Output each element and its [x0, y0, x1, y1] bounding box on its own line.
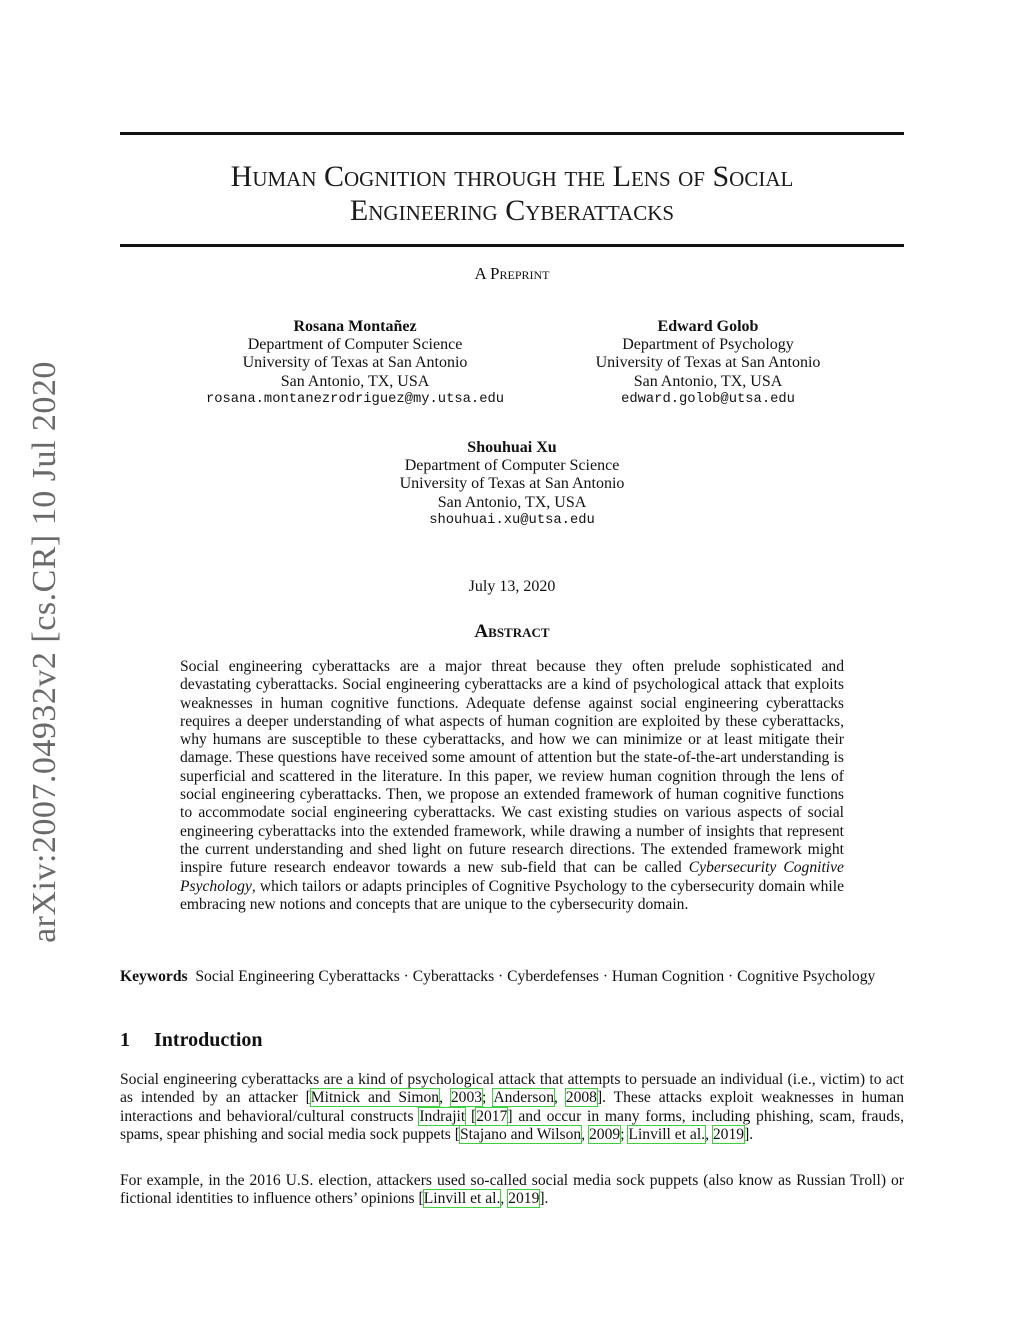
- title-rule-top: [120, 132, 904, 135]
- citation-separator: ,: [439, 1089, 451, 1107]
- citation-link[interactable]: Linvill et al.: [628, 1125, 706, 1143]
- section-number: 1: [120, 1029, 130, 1051]
- paper-title: [120, 160, 904, 228]
- author-block: [165, 318, 545, 409]
- arxiv-stamp-text: arXiv:2007.04932v2 [cs.CR] 10 Jul 2020: [26, 361, 64, 943]
- citation-link[interactable]: Stajano and Wilson: [459, 1125, 582, 1143]
- title-line-2: Engineering Cyberattacks: [349, 194, 675, 227]
- arxiv-stamp: [27, 362, 63, 942]
- author-city: San Antonio, TX, USA: [633, 372, 783, 390]
- citation-link[interactable]: Linvill et al.: [423, 1190, 501, 1208]
- paragraph-text: Social engineering cyberattacks are a kind of psychological attack that attempts to persuade an individual (i.e., victim) to act as intended by an attacker [: [120, 1071, 904, 1107]
- intro-paragraph-2: [120, 1172, 904, 1209]
- paragraph-text: ].: [539, 1190, 549, 1208]
- paragraph-text: For example, in the 2016 U.S. election, attackers used so-called social media sock puppets (also know as Russian Troll) or fictional identities to influence others’ opinions [: [120, 1172, 904, 1208]
- author-university: University of Texas at San Antonio: [595, 354, 821, 372]
- citation-link[interactable]: 2019: [508, 1190, 540, 1208]
- section-heading: [120, 1029, 263, 1052]
- author-block: [362, 439, 662, 530]
- paragraph-text: ].: [744, 1125, 754, 1143]
- citation-link[interactable]: Mitnick and Simon: [310, 1089, 440, 1107]
- abstract-text: Social engineering cyberattacks are a major threat because they often prelude sophisticated and devastating cyberattacks. Social engineering cyberattacks are a kind of psychological attack that exploits weaknesses in human cognitive functions. Adequate defense against social engineering cyberattacks requires a deeper understanding of what aspects of human cognition are exploited by these cyberattacks, why humans are susceptible to these cyberattacks, and how we can minimize or at least mitigate their damage. These questions have received some amount of attention but the state-of-the-art understanding is superficial and scattered in the literature. In this paper, we review human cognition through the lens of social engineering cyberattacks. Then, we propose an extended framework of human cognitive functions to accommodate social engineering cyberattacks. We cast existing studies on various aspects of social engineering cyberattacks into the extended framework, while drawing a number of insights that represent the current understanding and shed light on future research directions. The extended framework might inspire future research endeavor towards a new sub-field that can be called: [180, 658, 844, 877]
- citation-separator: ,: [705, 1125, 713, 1143]
- author-university: University of Texas at San Antonio: [242, 354, 468, 372]
- citation-separator: ,: [581, 1125, 589, 1143]
- keywords: [120, 968, 904, 986]
- citation-link[interactable]: 2019: [712, 1125, 745, 1143]
- abstract-heading: Abstract: [474, 621, 550, 642]
- citation-link[interactable]: Anderson: [493, 1089, 555, 1107]
- abstract-emphasis: Cybersecurity Cognitive Psychology: [180, 859, 844, 895]
- title-line-1: Human Cognition through the Lens of Social: [230, 160, 794, 193]
- author-email[interactable]: rosana.montanezrodriguez@my.utsa.edu: [205, 391, 505, 407]
- citation-link[interactable]: Indrajit: [419, 1107, 466, 1125]
- paragraph-text: ] and occur in many forms, including phishing, scam, frauds, spams, spear phishing and social media sock puppets [: [120, 1107, 904, 1143]
- citation-separator: ;: [620, 1125, 629, 1143]
- citation-separator: ,: [554, 1089, 566, 1107]
- title-rule-bottom: [120, 244, 904, 247]
- citation-link[interactable]: 2009: [589, 1125, 621, 1143]
- author-city: San Antonio, TX, USA: [280, 372, 430, 390]
- citation-separator: [: [465, 1107, 477, 1125]
- author-department: Department of Computer Science: [247, 336, 463, 354]
- author-email[interactable]: shouhuai.xu@utsa.edu: [429, 512, 595, 528]
- citation-link[interactable]: 2017: [476, 1107, 508, 1125]
- citation-separator: ,: [500, 1190, 509, 1208]
- paper-date: July 13, 2020: [468, 578, 556, 595]
- paragraph-text: ]. These attacks exploit weaknesses in human interactions and behavioral/cultural constructs: [120, 1089, 905, 1125]
- keywords-label: Keywords: [120, 968, 188, 985]
- citation-separator: ;: [482, 1089, 494, 1107]
- author-block: [560, 318, 856, 409]
- intro-paragraph-1: [120, 1071, 904, 1144]
- citation-link[interactable]: 2003: [450, 1089, 483, 1107]
- author-name: Shouhuai Xu: [467, 439, 557, 456]
- abstract-body: [180, 658, 844, 914]
- author-name: Rosana Montañez: [293, 318, 417, 335]
- author-email[interactable]: edward.golob@utsa.edu: [621, 391, 795, 407]
- preprint-label: A Preprint: [474, 264, 550, 283]
- author-university: University of Texas at San Antonio: [399, 475, 625, 493]
- citation-link[interactable]: 2008: [565, 1089, 597, 1107]
- section-title: Introduction: [154, 1029, 263, 1051]
- author-department: Department of Psychology: [622, 336, 794, 354]
- author-name: Edward Golob: [657, 318, 759, 335]
- keywords-list: Social Engineering Cyberattacks · Cyberattacks · Cyberdefenses · Human Cognition · Cognitive Psychology: [195, 968, 876, 985]
- author-department: Department of Computer Science: [404, 457, 620, 475]
- author-city: San Antonio, TX, USA: [437, 493, 587, 511]
- abstract-text: , which tailors or adapts principles of Cognitive Psychology to the cybersecurity domain while embracing new notions and concepts that are unique to the cybersecurity domain.: [180, 877, 844, 913]
